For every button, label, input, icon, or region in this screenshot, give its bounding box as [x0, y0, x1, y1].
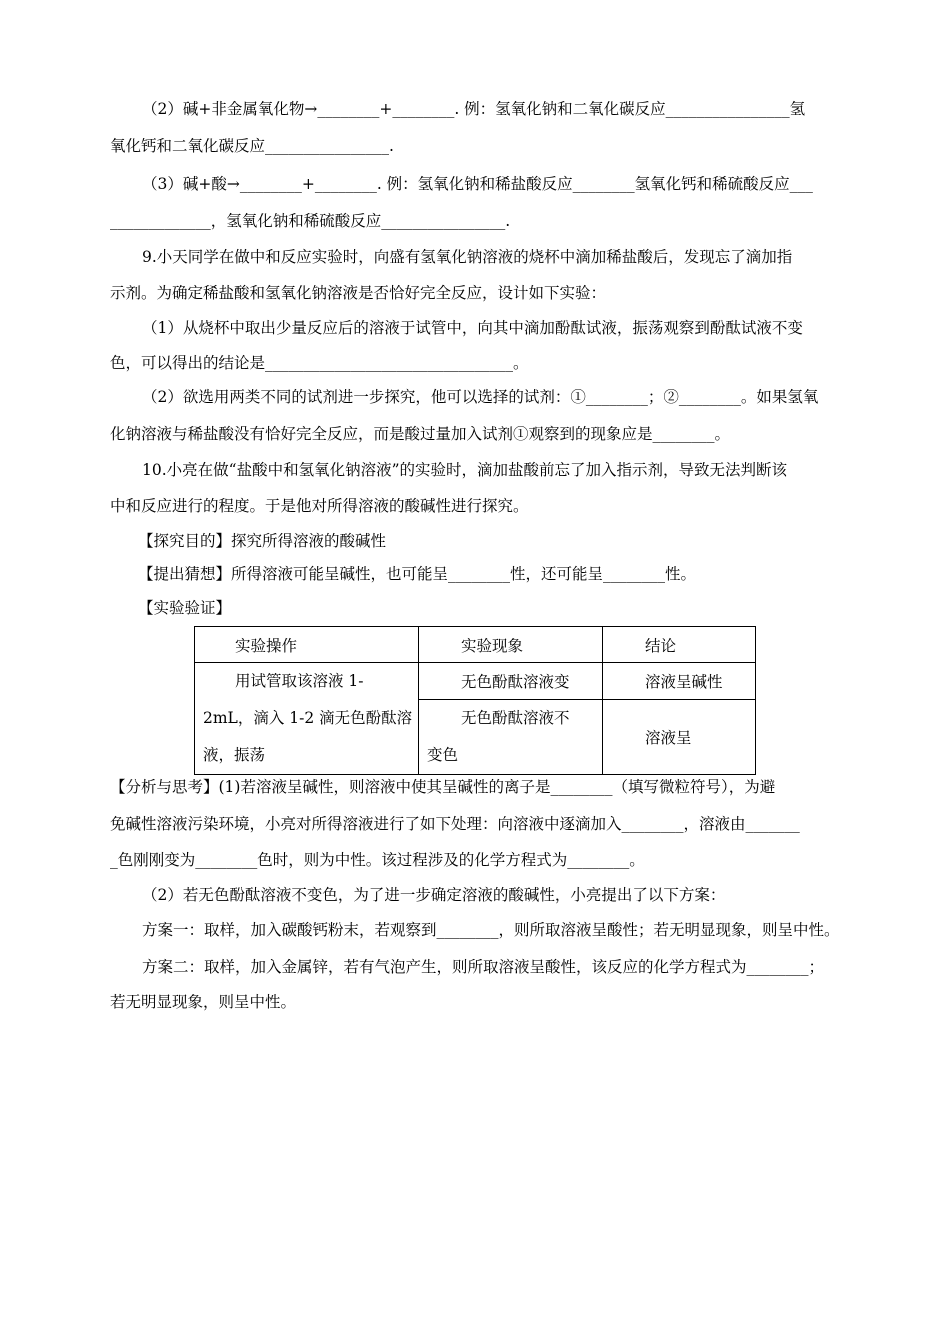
guess-line: 【提出猜想】所得溶液可能呈碱性，也可能呈________性，还可能呈________性。	[138, 565, 697, 583]
question-3-line-1: （3）碱+酸→________+________. 例：氢氧化钠和稀盐酸反应________氢氧化钙和稀硫酸反应___	[142, 175, 813, 193]
plan-2-line-1: 方案二：取样，加入金属锌，若有气泡产生，则所取溶液呈酸性，该反应的化学方程式为________；	[142, 958, 825, 976]
conclusion-cell-1: 溶液呈碱性	[603, 663, 756, 700]
phenomena-cell-1: 无色酚酞溶液变	[419, 663, 603, 700]
plan-1-line: 方案一：取样，加入碳酸钙粉末，若观察到________，则所取溶液呈酸性；若无明显现象，则呈中性。	[142, 921, 840, 939]
verify-heading: 【实验验证】	[138, 599, 232, 617]
question-2-line-2: 氧化钙和二氧化碳反应________________.	[110, 137, 394, 155]
table-header-row	[195, 627, 756, 663]
phenomena-cell-2	[419, 700, 603, 775]
purpose-line: 【探究目的】探究所得溶液的酸碱性	[138, 532, 387, 550]
question-9-line-1: 9.小天同学在做中和反应实验时，向盛有氢氧化钠溶液的烧杯中滴加稀盐酸后，发现忘了滴加指	[142, 248, 793, 266]
header-operation: 实验操作	[195, 627, 419, 663]
operation-line-2: 2mL，滴入 1-2 滴无色酚酞溶	[203, 709, 413, 727]
question-9-part-1-line-1: （1）从烧杯中取出少量反应后的溶液于试管中，向其中滴加酚酞试液，振荡观察到酚酞试液不变	[142, 319, 803, 337]
question-3-line-2: _____________，氢氧化钠和稀硫酸反应________________.	[110, 212, 511, 230]
analysis-line-3: _色刚刚变为________色时，则为中性。该过程涉及的化学方程式为________。	[110, 851, 645, 869]
header-conclusion: 结论	[603, 627, 756, 663]
operation-line-3: 液，振荡	[203, 746, 266, 764]
question-9-part-2-line-2: 化钠溶液与稀盐酸没有恰好完全反应，而是酸过量加入试剂①观察到的现象应是________。	[110, 425, 731, 443]
question-9-part-2-line-1: （2）欲选用两类不同的试剂进一步探究，他可以选择的试剂：①________；②________。如果氢氧	[142, 388, 819, 406]
experiment-table	[194, 626, 756, 775]
question-9-line-2: 示剂。为确定稀盐酸和氢氧化钠溶液是否恰好完全反应，设计如下实验：	[110, 284, 607, 302]
analysis-line-2: 免碱性溶液污染环境，小亮对所得溶液进行了如下处理：向溶液中逐滴加入________，溶液由_______	[110, 815, 800, 833]
analysis-line-1: 【分析与思考】(1)若溶液呈碱性，则溶液中使其呈碱性的离子是________（填写微粒符号），为避	[110, 778, 776, 796]
header-phenomena: 实验现象	[419, 627, 603, 663]
table-row	[195, 663, 756, 700]
operation-line-1: 用试管取该溶液 1-	[235, 672, 364, 690]
question-10-line-1: 10.小亮在做“盐酸中和氢氧化钠溶液”的实验时，滴加盐酸前忘了加入指示剂，导致无法判断该	[142, 461, 788, 479]
operation-cell	[195, 663, 419, 775]
phenomena-2-line-2: 变色	[427, 746, 459, 764]
conclusion-cell-2: 溶液呈	[603, 700, 756, 775]
phenomena-2-line-1: 无色酚酞溶液不	[461, 709, 570, 727]
plan-2-line-2: 若无明显现象，则呈中性。	[110, 993, 297, 1011]
analysis-line-4: （2）若无色酚酞溶液不变色，为了进一步确定溶液的酸碱性，小亮提出了以下方案：	[142, 886, 726, 904]
question-9-part-1-line-2: 色，可以得出的结论是________________________________。	[110, 354, 529, 372]
question-2-line-1: （2）碱+非金属氧化物→________+________. 例：氢氧化钠和二氧化碳反应________________氢	[142, 100, 806, 118]
question-10-line-2: 中和反应进行的程度。于是他对所得溶液的酸碱性进行探究。	[110, 497, 529, 515]
